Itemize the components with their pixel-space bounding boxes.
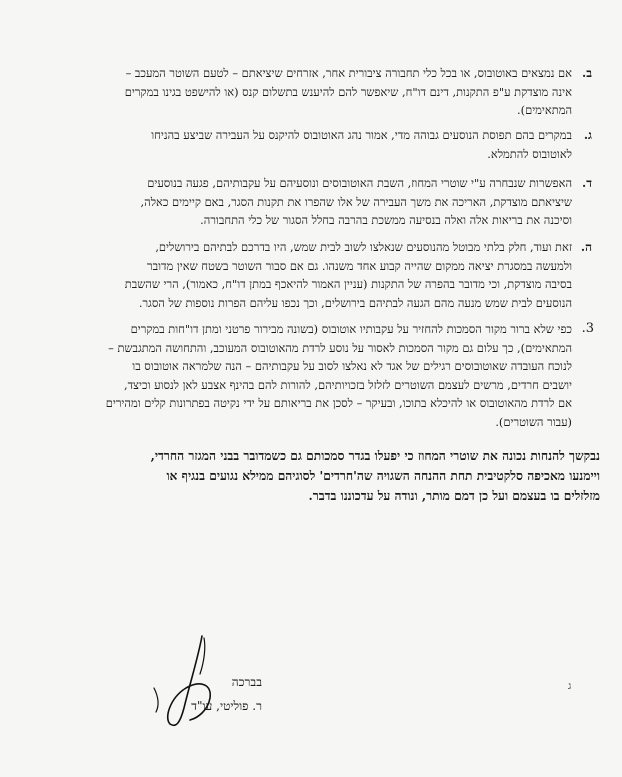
- clause-line: במקרים בהם תפוסת הנוסעים גבוהה מדי, אמור נהג האוטובוס להיקנס על העבירה שביצע בהניחו: [151, 128, 572, 142]
- section-number: 3.: [581, 321, 594, 336]
- clause-line: האפשרות שנבחרה ע"י שוטרי המחוז, השבת האוטובוסים ונוסעיהם על עקבותיהם, פגעה בנוסעים: [147, 176, 572, 190]
- section-line: אם לרדת מהאוטובוס או להיכלא בתוכו, ובעיקר – לסכן את בריאותם על ידי נקיטה בפתרונות קלים ומהירים: [105, 396, 572, 411]
- signatory-name: ר. פוליטי, עו"ד: [191, 699, 262, 713]
- clause-line: ולמעשה במסגרת יציאה ממקום שהייה קבוע אחד משנהו. גם אם סבור השוטר בשטח שאין מדובר: [147, 258, 572, 273]
- section-line: (עבור השוטרים).: [495, 414, 572, 429]
- clause-line: לאוטובוס להתמלא.: [487, 146, 572, 161]
- margin-mark: ג: [568, 681, 572, 692]
- clause-line: שיציאתם מוצדקת, האריכה את משך העבירה של אלו שהפרו את תקנות הסגר, באם קיימים כאלה,: [140, 194, 572, 209]
- clause-number: ג.: [583, 128, 592, 142]
- request-line: נבקשך להנחות נכונה את שוטרי המחוז כי יפעלו בגדר סמכותם גם כשמדובר בבני המגזר החרדי,: [150, 449, 600, 463]
- request-line: מזלזלים בו בעצמם ועל כן דמם מותר, ונודה על עדכוננו בדבר.: [308, 489, 600, 503]
- clause-line: אם נמצאים באוטובוס, או בכל כלי תחבורה ציבורית אחר, אזרחים שיציאתם – לטעם השוטר המעכב –: [125, 66, 572, 80]
- clause-line: וסיכנה את בריאות אלה ואלה בנסיעה ממשכת בהרבה בחלל הסגור של כלי התחבורה.: [200, 213, 572, 228]
- clause-number: ה.: [580, 240, 592, 254]
- clause-line: זאת ועוד, חלק בלתי מבוטל מהנוסעים שנאלצו לשוב לבית שמש, היו בדרכם לבתיהם בירושלים,: [155, 240, 572, 254]
- clause-number: ב.: [582, 66, 592, 80]
- section-3: [52, 320, 594, 432]
- clause-h: [52, 238, 592, 312]
- section-line: יושבים חרדים, מרשים לעצמם השוטרים לזלזל בזכויותיהם, להורות להם בהינף אצבע לאן לנסוע וכיצד,: [123, 377, 572, 392]
- request-paragraph: [22, 446, 600, 506]
- section-line: המתאימים), כך עלום גם מקור הסמכות לאסור על נוסע לרדת מהאוטובוס המעוכב, והתחושה המתגבשת –: [108, 340, 572, 355]
- clause-line: בסיבה מוצדקת, וכי מדובר בהפרה של התקנות (עניין האמור להיאכף במתן דו"ח, כאמור), הרי שהשבת: [124, 277, 572, 292]
- handwritten-signature: [140, 628, 260, 738]
- clause-line: הנוסעים לבית שמש מנעה מהם הגעה לבתיהם בירושלים, וכך נכפו עליהם הפרות נוספות של הסגר.: [138, 295, 572, 310]
- closing-greeting: בברכה: [231, 675, 262, 689]
- clause-g: [52, 126, 592, 163]
- request-line: ויימנעו מאכיפה סלקטיבית תחת ההנחה השגויה שה'חרדים' לסוגיהם ממילא נגועים בנגיף או: [166, 469, 600, 483]
- clause-b: [52, 64, 592, 120]
- section-line: לנוכח העובדה שאוטובוסים רגילים של אגד לא נאלצו לסוב על עקבותיהם – הנה שלמראה אוטובוס בו: [132, 359, 572, 374]
- clause-number: ד.: [582, 176, 592, 190]
- clause-line: אינה מוצדקת ע"פ התקנות, דינם דו"ח, שיאפשר להם להיענש בתשלום קנס (או להישפט בגינו במקרים: [124, 84, 572, 99]
- section-line: כפי שלא ברור מקור הסמכות להחזיר על עקבותיו אוטובוס (בשונה מבירור פרטני ומתן דו"חות במקרים: [130, 322, 572, 336]
- clause-d: [52, 174, 592, 230]
- clause-line: המתאימים).: [517, 103, 572, 118]
